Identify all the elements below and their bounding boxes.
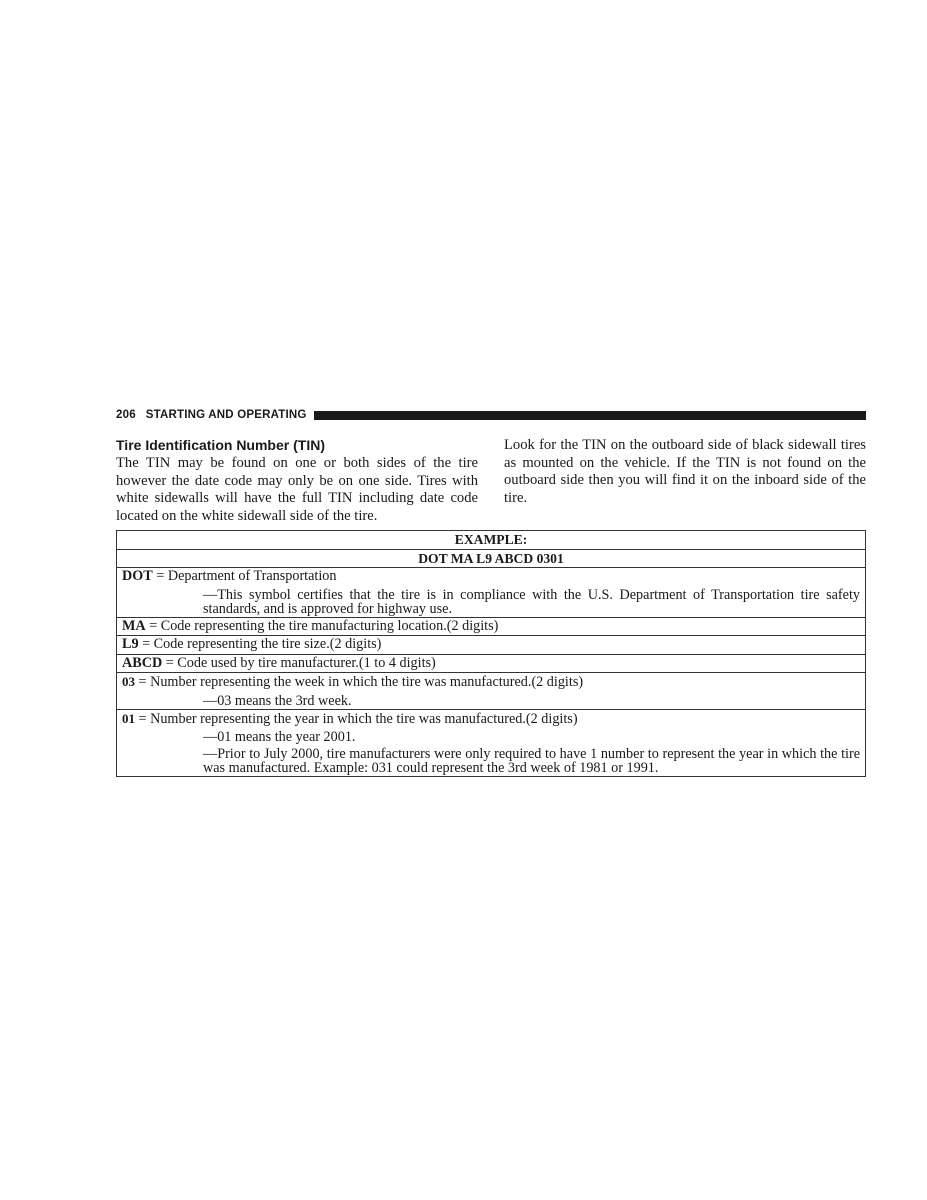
code-label: DOT [122, 568, 153, 584]
code-description: = Department of Transportation [152, 568, 337, 584]
right-column [504, 437, 866, 507]
table-row [117, 654, 866, 673]
code-label: ABCD [122, 654, 163, 671]
row-main [122, 569, 860, 585]
row-main [122, 711, 860, 728]
left-column [116, 436, 478, 525]
code-label: 01 [122, 710, 135, 726]
left-paragraph: The TIN may be found on one or both sides of the tire however the date code may only be on one side. Tires with white sidewalls will have the full TIN including date code located on the white sidewall side of the tire. [116, 455, 478, 524]
page-header [116, 408, 866, 422]
code-label: 03 [122, 674, 135, 689]
example-label: EXAMPLE: [117, 531, 866, 550]
section-title: STARTING AND OPERATING [145, 409, 307, 421]
table-row [117, 617, 866, 636]
row-note: —01 means the year 2001. [203, 729, 356, 745]
table-row [117, 531, 866, 550]
table-row [117, 709, 866, 777]
table-cell [117, 654, 866, 673]
row-note: —This symbol certifies that the tire is in compliance with the U.S. Department of Transportation tire safety standards, and is approved for highway use. [203, 586, 860, 617]
example-code: DOT MA L9 ABCD 0301 [117, 549, 866, 568]
page-number: 206 [116, 409, 136, 421]
header-rule [314, 411, 866, 420]
table-row [117, 636, 866, 655]
code-description: = Number representing the year in which the tire was manufactured.(2 digits) [135, 710, 578, 727]
code-description: = Code representing the tire manufacturing location.(2 digits) [145, 617, 499, 634]
table-cell [117, 617, 866, 636]
code-description: = Code used by tire manufacturer.(1 to 4 digits) [162, 654, 436, 671]
code-description: = Code representing the tire size.(2 digits) [138, 636, 382, 652]
tin-heading: Tire Identification Number (TIN) [116, 437, 325, 453]
code-label: L9 [122, 636, 139, 652]
table-cell [117, 709, 866, 777]
tin-example-table [116, 530, 866, 777]
code-description: = Number representing the week in which the tire was manufactured.(2 digits) [135, 674, 584, 690]
table-row [117, 549, 866, 568]
table-row [117, 568, 866, 618]
right-paragraph: Look for the TIN on the outboard side of black sidewall tires as mounted on the vehicle. If the TIN is not found on the outboard side then you will find it on the inboard side of the tire. [504, 437, 866, 506]
row-note: —Prior to July 2000, tire manufacturers were only required to have 1 number to represent the year in which the tire was manufactured. Example: 031 could represent the 3rd week of 1981 or 1991. [203, 746, 860, 776]
table-cell [117, 636, 866, 655]
table-row [117, 673, 866, 710]
table-cell [117, 673, 866, 710]
row-note: —03 means the 3rd week. [203, 692, 352, 709]
table-cell [117, 568, 866, 618]
row-main [122, 674, 860, 691]
code-label: MA [122, 617, 146, 634]
